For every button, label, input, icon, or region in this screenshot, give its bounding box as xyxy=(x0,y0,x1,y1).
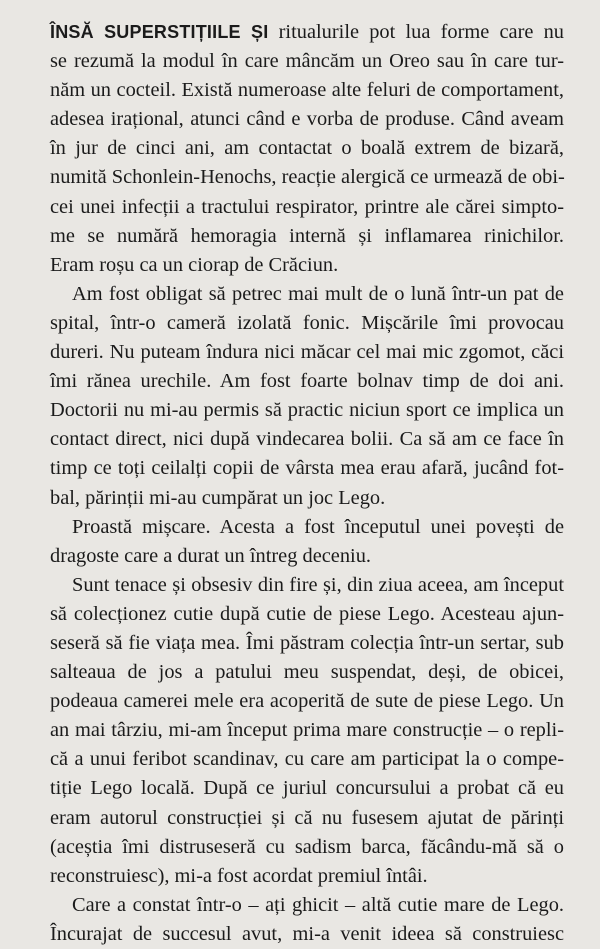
text-line: timp ce toți ceilalți copii de vârsta mea erau afară, jucând fot- xyxy=(50,457,564,480)
text-line: eram autorul construcției și că nu fusesem ajutat de părinți xyxy=(50,806,564,829)
text-line: dureri. Nu puteam îndura nici măcar cel mai mic zgomot, căci xyxy=(50,341,564,364)
text-line: Încurajat de succesul avut, mi-a venit ideea să construiesc xyxy=(50,922,564,945)
paragraph-1 xyxy=(50,18,564,280)
text-line: îmi rănea urechile. Am fost foarte bolnav timp de doi ani. xyxy=(50,370,564,393)
text-line: că a unui feribot scandinav, cu care am participat la o compe- xyxy=(50,748,564,771)
paragraph-4 xyxy=(50,571,564,891)
text-line: în jur de cinci ani, am contactat o boală extrem de bizară, xyxy=(50,137,564,160)
text-line: salteaua de jos a patului meu suspendat, deși, de obicei, xyxy=(50,661,564,684)
text-line: Eram roșu ca un ciorap de Crăciun. xyxy=(50,253,339,276)
text-line: Doctorii nu mi-au permis să practic niciun sport ce implica un xyxy=(50,399,564,422)
text-line: spital, într-o cameră izolată fonic. Mișcările îmi provocau xyxy=(50,311,564,334)
chapter-lead-caps: ÎNSĂ SUPERSTIȚIILE ȘI xyxy=(50,22,269,42)
text-line: dragoste care a durat un întreg deceniu. xyxy=(50,544,372,567)
text-line: năm un cocteil. Există numeroase alte feluri de comportament, xyxy=(50,79,564,102)
text-line: Am fost obligat să petrec mai mult de o lună într-un pat de xyxy=(72,282,564,305)
text-line: numită Schonlein-Henochs, reacție alergică ce urmează de obi- xyxy=(50,166,565,189)
text-line: Proastă mișcare. Acesta a fost începutul unei povești de xyxy=(72,515,564,538)
text-line: Care a constat într-o – ați ghicit – altă cutie mare de Lego. xyxy=(72,893,564,916)
text-line: seseră să fie viața mea. Îmi păstram colecția într-un sertar, sub xyxy=(50,631,564,654)
text-line: podeaua camerei mele era acoperită de sute de piese Lego. Un xyxy=(50,690,564,713)
text-line: se rezumă la modul în care mâncăm un Oreo sau în care tur- xyxy=(50,50,564,73)
text-line: reconstruiesc), mi-a fost acordat premiul întâi. xyxy=(50,864,428,887)
text-line: bal, părinții mi-au cumpărat un joc Lego. xyxy=(50,486,386,509)
text-line: cei unei infecții a tractului respirator, printre ale cărei simpto- xyxy=(50,195,564,218)
paragraph-5 xyxy=(50,891,564,949)
paragraph-3 xyxy=(50,513,564,571)
text-line: an mai târziu, mi-am început prima mare construcție – o repli- xyxy=(50,719,564,742)
text-line: adesea irațional, atunci când e vorba de produse. Când aveam xyxy=(50,108,564,131)
paragraph-2 xyxy=(50,280,564,513)
text-line: să colecționez cutie după cutie de piese Lego. Acesteau ajun- xyxy=(50,602,564,625)
text-line: tiție Lego locală. După ce juriul concursului a probat că eu xyxy=(50,777,564,800)
text-line: me se numără hemoragia internă și inflamarea rinichilor. xyxy=(50,224,564,247)
text-line: (aceștia îmi distruseseră cu sadism barca, făcându-mă să o xyxy=(50,835,564,858)
text-line: Sunt tenace și obsesiv din fire și, din ziua aceea, am început xyxy=(72,573,564,596)
text-line: contact direct, nici după vindecarea bolii. Ca să am ce face în xyxy=(50,428,564,451)
text-line: ÎNSĂ SUPERSTIȚIILE ȘI ritualurile pot lua forme care nu xyxy=(50,21,564,43)
